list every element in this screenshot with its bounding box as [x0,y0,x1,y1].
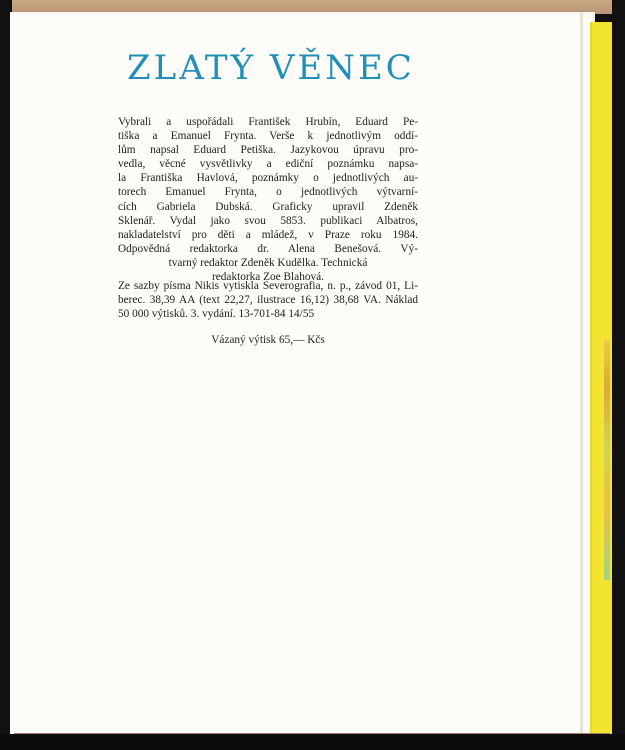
credits-line: redaktorka Zoe Blahová. [212,271,324,284]
credits-line: Sklenář. Vydal jako svou 5853. publikaci Albatros, [118,214,418,227]
imprint-paragraph [118,279,418,321]
credits-line: tvarný redaktor Zdeněk Kudělka. Technická [168,256,368,269]
credits-line: torech Emanuel Frynta, o jednotlivých výtvarní- [118,186,418,199]
credits-line: Vybrali a uspořádali František Hrubín, Eduard Pe- [118,116,418,128]
credits-line: lům napsal Eduard Petiška. Jazykovou úpravu pro- [118,144,418,157]
credits-line: vedla, věcné vysvětlivky a ediční poznámku napsa- [118,158,418,171]
credits-line: Odpovědná redaktorka dr. Alena Benešová. Vý- [118,242,418,255]
page-edge-shadow [580,12,583,737]
credits-line: la Františka Havlová, poznámky o jednotlivých au- [118,172,418,185]
credits-line: tiška a Emanuel Frynta. Verše k jednotlivým oddí- [118,130,418,143]
credits-line: cích Gabriela Dubská. Graficky upravil Zdeněk [118,200,418,213]
imprint-line: berec. 38,39 AA (text 22,27, ilustrace 16,12) 38,68 VA. Náklad [118,294,418,307]
credits-paragraph [118,115,418,284]
scan-background [0,734,625,750]
credits-line: nakladatelství pro děti a mládež, v Praze roku 1984. [118,228,418,241]
book-title: ZLATÝ VĚNEC [127,48,415,88]
imprint-line: 50 000 výtisků. 3. vydání. 13-701-84 14/55 [118,308,315,321]
price-line: Vázaný výtisk 65,— Kčs [211,334,325,346]
cover-illustration-edge [604,340,610,580]
imprint-line: Ze sazby písma Nikis vytiskla Severografia, n. p., závod 01, Li- [118,280,418,292]
